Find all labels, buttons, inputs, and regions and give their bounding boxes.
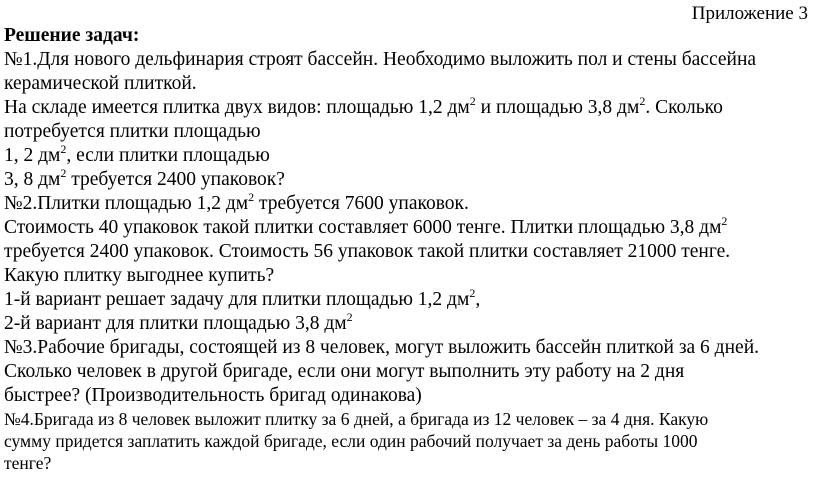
superscript-two: 2 (721, 214, 728, 228)
task-2-line-2-part-a: Стоимость 40 упаковок такой плитки составляет 6000 тенге. Плитки площадью 3,8 дм (4, 217, 722, 238)
task-2-line-4: Какую плитку выгоднее купить? (4, 265, 275, 286)
task-1-line-5-part-a: 1, 2 дм (4, 145, 61, 166)
task-2-line-5-part-a: 1-й вариант решает задачу для плитки площадью 1,2 дм (4, 289, 470, 310)
appendix-label: Приложение 3 (691, 3, 808, 24)
task-2-line-5-part-b: , (475, 289, 481, 310)
task-4-line-3: тенге? (4, 453, 52, 473)
section-title: Решение задач: (4, 25, 140, 46)
task-1-line-4: потребуется плитки площадью (4, 121, 261, 142)
task-2 (4, 192, 814, 336)
task-1-line-5-part-b: , если плитки площадью (66, 145, 270, 166)
task-4-line-2: сумму придется заплатить каждой бригаде, если один рабочий получает за день работы 1000 (4, 431, 698, 451)
task-1 (4, 48, 814, 192)
superscript-two: 2 (60, 142, 67, 156)
task-1-line-6-part-b: требуется 2400 упаковок? (66, 169, 285, 190)
task-2-line-3: требуется 2400 упаковок. Стоимость 56 упаковок такой плитки составляет 21000 тенге. (4, 241, 731, 262)
superscript-two: 2 (60, 166, 67, 180)
task-2-line-2 (4, 216, 814, 240)
task-3-line-1: №3.Рабочие бригады, состоящей из 8 человек, могут выложить бассейн плиткой за 6 дней. (4, 337, 760, 358)
task-1-line-3-part-c: . Сколько (645, 97, 723, 118)
task-1-line-3-part-b: и площадью 3,8 дм (475, 97, 640, 118)
task-1-line-6-part-a: 3, 8 дм (4, 169, 61, 190)
task-1-line-5 (4, 144, 814, 168)
superscript-two: 2 (469, 286, 476, 300)
task-3-line-3: быстрее? (Производительность бригад одинакова) (4, 385, 422, 406)
task-2-line-5 (4, 288, 814, 312)
superscript-two: 2 (639, 94, 646, 108)
task-1-line-3-part-a: На складе имеется плитка двух видов: площадью 1,2 дм (4, 97, 470, 118)
task-2-line-6-part-a: 2-й вариант для плитки площадью 3,8 дм (4, 313, 347, 334)
task-1-line-1: №1.Для нового дельфинария строят бассейн. Необходимо выложить пол и стены бассейна (4, 49, 757, 70)
task-2-line-6 (4, 312, 814, 336)
task-4 (4, 408, 814, 474)
task-1-line-3 (4, 96, 814, 120)
task-4-line-1: №4.Бригада из 8 человек выложит плитку за 6 дней, а бригада из 12 человек – за 4 дня. Какую (4, 409, 709, 429)
superscript-two: 2 (346, 310, 353, 324)
task-1-line-6 (4, 168, 814, 192)
task-2-line-1-part-a: №2.Плитки площадью 1,2 дм (4, 193, 249, 214)
task-3 (4, 336, 814, 408)
document-body (4, 24, 814, 474)
task-2-line-1 (4, 192, 814, 216)
task-1-line-2: керамической плиткой. (4, 73, 197, 94)
superscript-two: 2 (469, 94, 476, 108)
task-3-line-2: Сколько человек в другой бригаде, если они могут выполнить эту работу на 2 дня (4, 361, 685, 382)
task-2-line-1-part-b: требуется 7600 упаковок. (254, 193, 469, 214)
superscript-two: 2 (248, 190, 255, 204)
